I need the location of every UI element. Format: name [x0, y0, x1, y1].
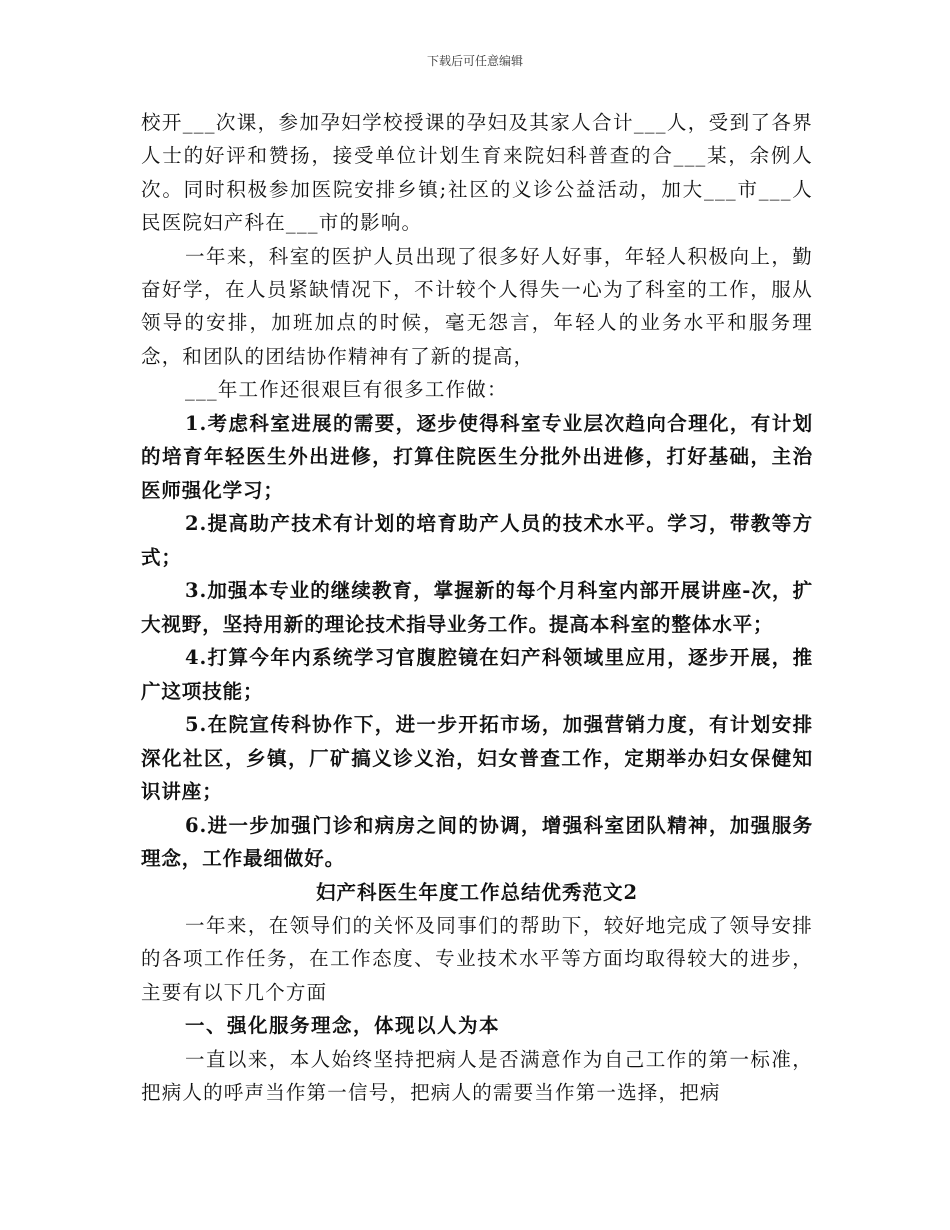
section-title: 妇产科医生年度工作总结优秀范文2	[315, 880, 639, 904]
subsection-heading: 一、强化服务理念，体现以人为本	[185, 1014, 501, 1038]
page-header-note: 下载后可任意编辑	[426, 54, 523, 68]
list-item: 2.提高助产技术有计划的培育助产人员的技术水平。学习，带教等方式；	[141, 512, 813, 569]
paragraph-3: ___年工作还很艰巨有很多工作做：	[185, 378, 508, 402]
list-item: 4.打算今年内系统学习官腹腔镜在妇产科领域里应用，逐步开展，推广这项技能；	[141, 646, 813, 703]
paragraph-4: 一年来，在领导们的关怀及同事们的帮助下，较好地完成了领导安排的各项工作任务，在工作态度、专业技术水平等方面均取得较大的进步，主要有以下几个方面	[141, 914, 813, 1004]
document-body	[141, 106, 813, 1110]
work-plan-list	[141, 407, 813, 876]
list-item: 3.加强本专业的继续教育，掌握新的每个月科室内部开展讲座-次，扩大视野，坚持用新的理论技术指导业务工作。提高本科室的整体水平；	[141, 579, 813, 636]
paragraph-5: 一直以来，本人始终坚持把病人是否满意作为自己工作的第一标准，把病人的呼声当作第一信号，把病人的需要当作第一选择，把病	[141, 1047, 813, 1105]
paragraph-2: 一年来，科室的医护人员出现了很多好人好事，年轻人积极向上，勤奋好学，在人员紧缺情况下，不计较个人得失一心为了科室的工作，服从领导的安排，加班加点的时候，毫无怨言，年轻人的业务水平和服务理念，和团队的团结协作精神有了新的提高，	[141, 244, 813, 368]
list-item: 5.在院宣传科协作下，进一步开拓市场，加强营销力度，有计划安排深化社区，乡镇，厂矿搞义诊义治，妇女普查工作，定期举办妇女保健知识讲座；	[141, 713, 813, 804]
list-item: 6.进一步加强门诊和病房之间的协调，增强科室团队精神，加强服务理念，工作最细做好。	[141, 813, 813, 871]
paragraph-1: 校开___次课，参加孕妇学校授课的孕妇及其家人合计___人，受到了各界人士的好评和赞扬，接受单位计划生育来院妇科普查的合___某，余例人次。同时积极参加医院安排乡镇;社区的义诊公益活动，加大___市___人民医院妇产科在___市的影响。	[141, 111, 813, 235]
list-item: 1.考虑科室进展的需要，逐步使得科室专业层次趋向合理化，有计划的培育年轻医生外出进修，打算住院医生分批外出进修，打好基础，主治医师强化学习；	[141, 411, 813, 502]
